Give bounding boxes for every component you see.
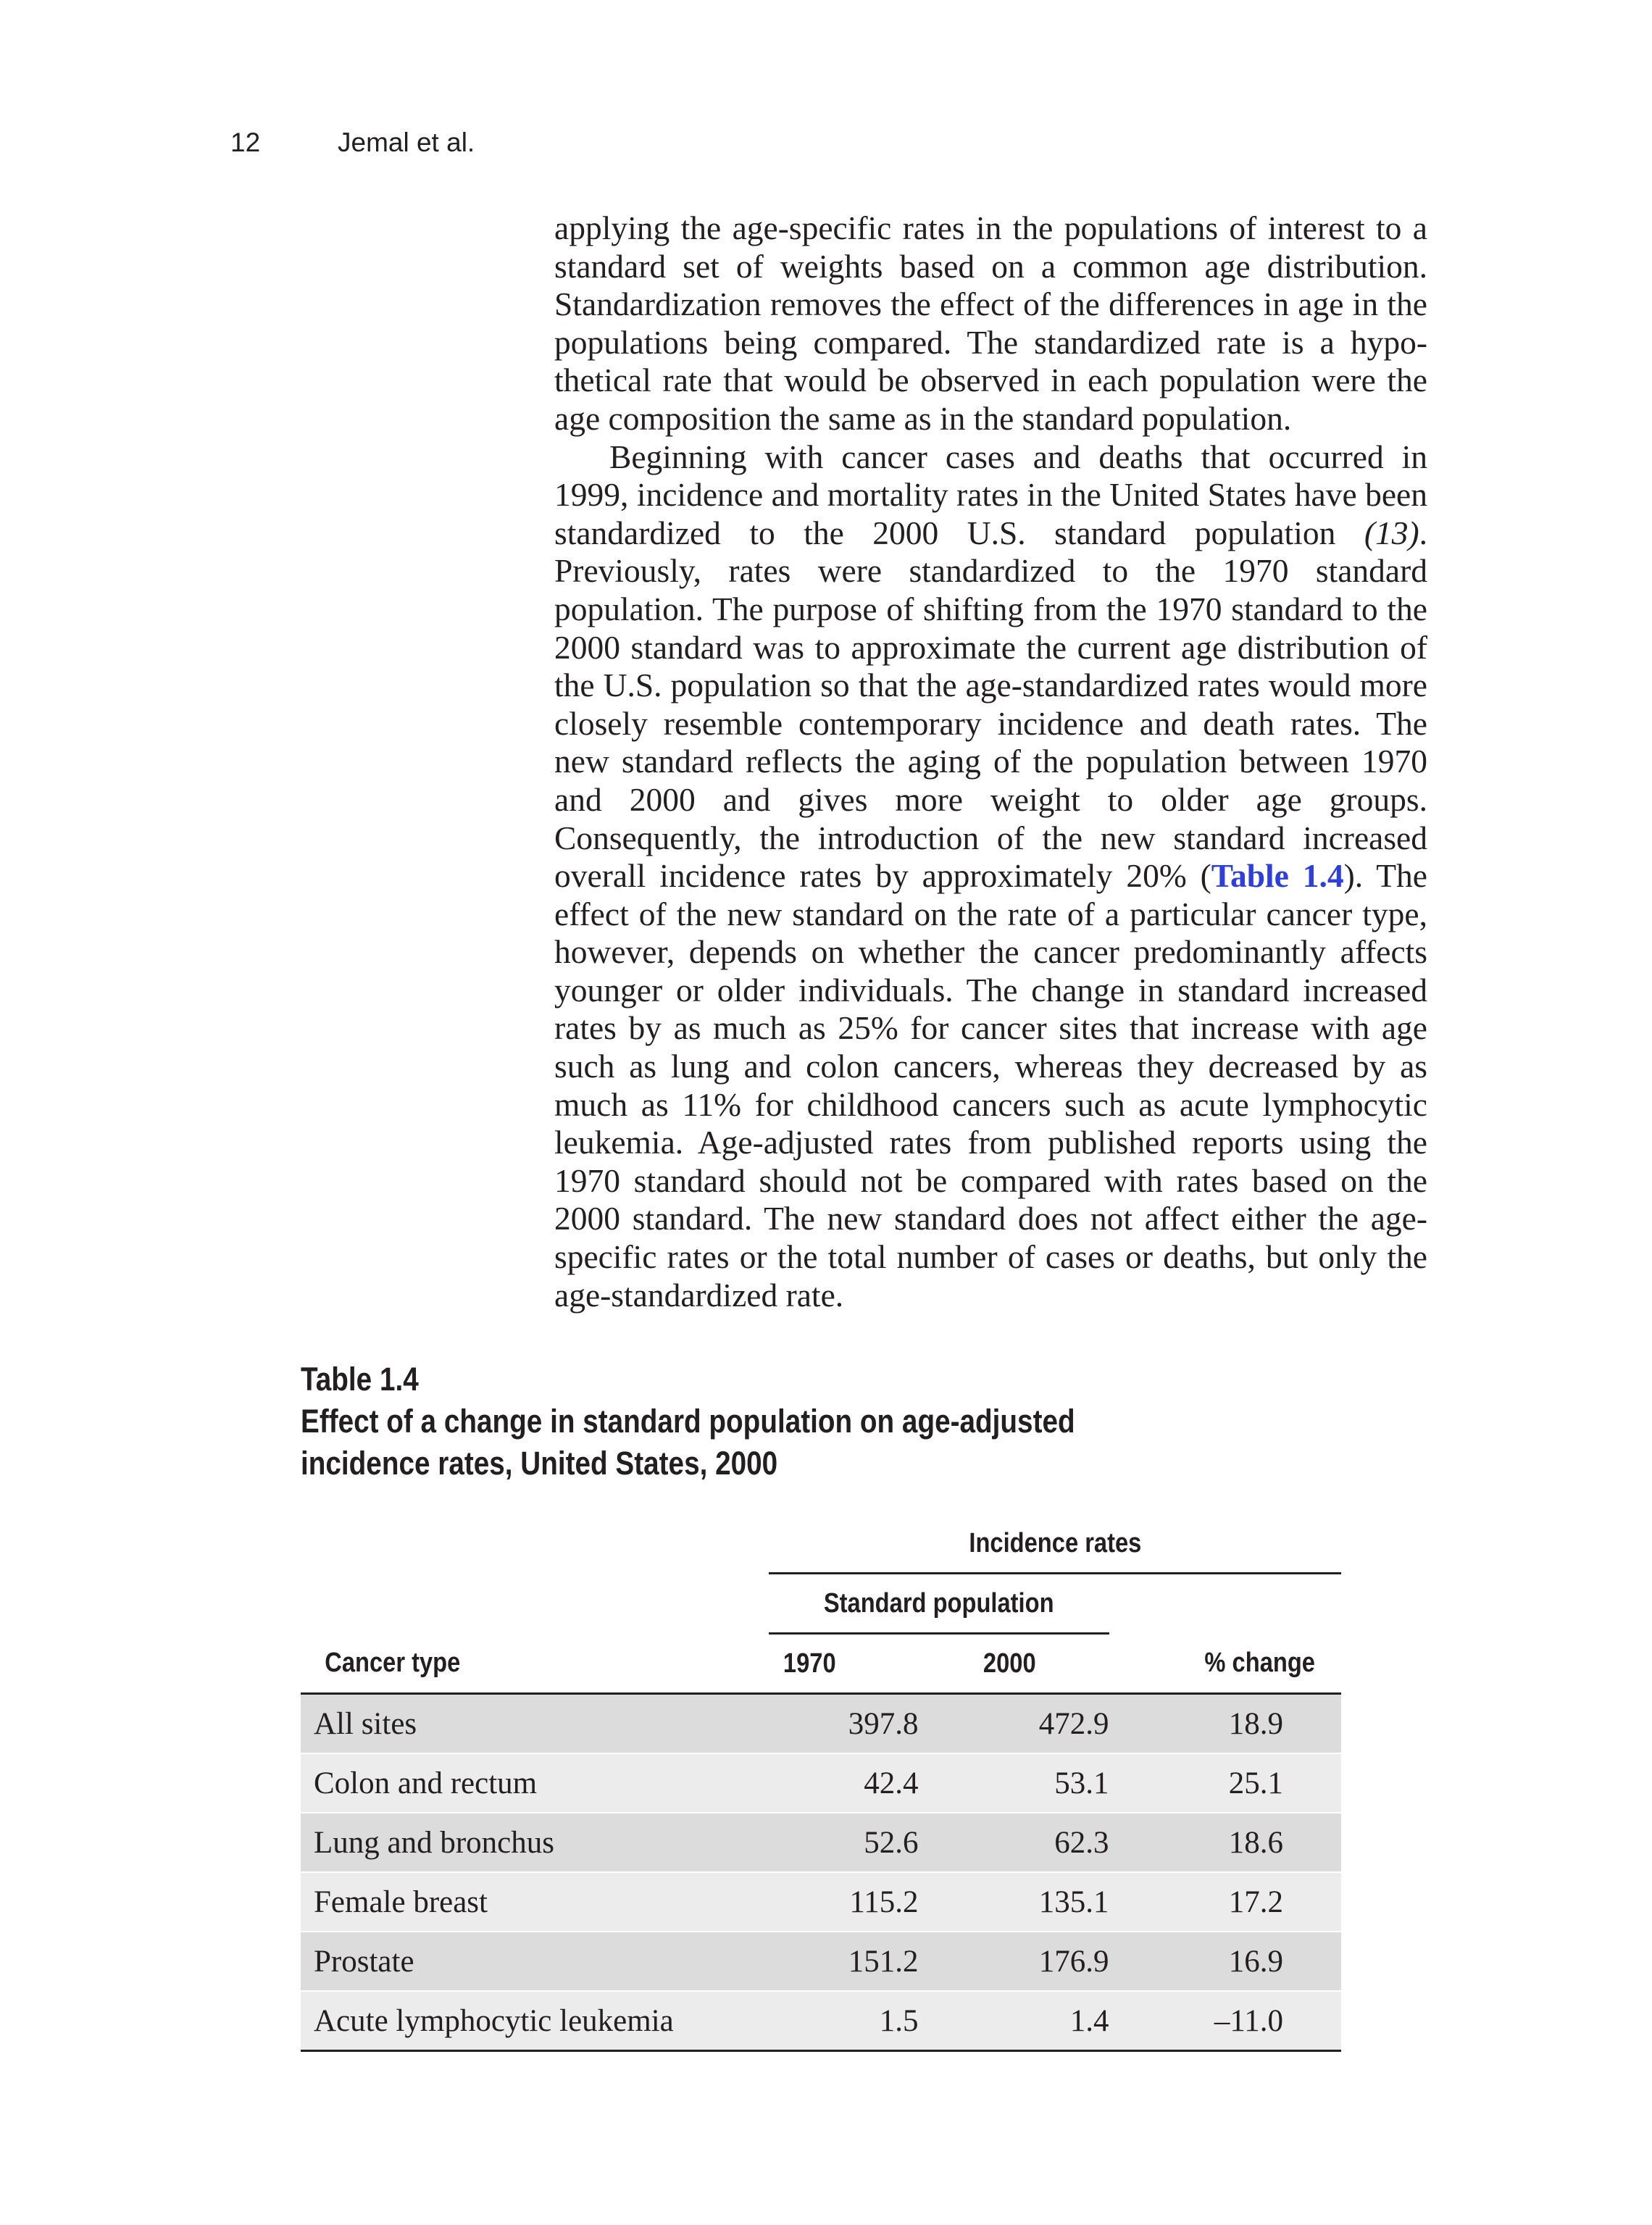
- cell-cancer-type: Female breast: [301, 1872, 769, 1932]
- cell-cancer-type: All sites: [301, 1694, 769, 1754]
- cell-cancer-type: Lung and bronchus: [301, 1813, 769, 1872]
- cell-percent-change: 16.9: [1109, 1932, 1341, 1991]
- cell-cancer-type: Colon and rectum: [301, 1753, 769, 1813]
- header-cancer-type: Cancer type: [301, 1634, 769, 1694]
- table-row: [301, 1694, 1341, 1754]
- citation-13[interactable]: (13): [1364, 514, 1419, 551]
- table-row: [301, 1991, 1341, 2051]
- cell-1970: 52.6: [769, 1813, 918, 1872]
- table-row: [301, 1932, 1341, 1991]
- cell-percent-change: –11.0: [1109, 1991, 1341, 2051]
- header-spacer: [301, 1574, 769, 1634]
- header-1970: 1970: [769, 1634, 918, 1694]
- paragraph-2-part-a: Beginning with cancer cases and deaths that occurred in 1999, incidence and mortality rates in the United States have been standardized to the 2000 U.S. standard population: [554, 438, 1427, 551]
- cell-cancer-type: Acute lymphocytic leukemia: [301, 1991, 769, 2051]
- cell-2000: 62.3: [919, 1813, 1109, 1872]
- header-2000: 2000: [919, 1634, 1109, 1694]
- table-row: [301, 1872, 1341, 1932]
- paragraph-1: applying the age-specific rates in the populations of interest to a standard set of weights based on a common age distribution. Standardization removes the effect of the differences in age in the populations being compared. The standardized rate is a hypothetical rate that would be observed in each population were the age composition the same as in the standard population.: [554, 209, 1427, 437]
- table-header-row-group: [301, 1514, 1341, 1574]
- cell-2000: 176.9: [919, 1932, 1109, 1991]
- cell-percent-change: 17.2: [1109, 1872, 1341, 1932]
- paragraph-2: [554, 438, 1427, 1315]
- header-percent-change: % change: [1109, 1634, 1341, 1694]
- page-number: 12: [230, 128, 261, 157]
- table-1-4-link[interactable]: Table 1.4: [1211, 857, 1344, 895]
- incidence-table: [301, 1514, 1341, 2052]
- body-text: [554, 209, 1427, 1314]
- table-caption: [301, 1358, 1204, 1485]
- paragraph-2-part-c: ). The effect of the new standard on the rate of a particular cancer type, however, depends on whether the cancer predominantly affects younger or older individuals. The change in standard increased rates by as much as 25% for cancer sites that increase with age such as lung and colon cancers, whereas they decreased by as much as 11% for childhood cancers such as acute lymphocytic leukemia. Age-adjusted rates from published reports using the 1970 standard should not be compared with rates based on the 2000 standard. The new standard does not affect either the age-specific rates or the total number of cases or deaths, but only the age-standardized rate.: [554, 857, 1427, 1314]
- table-row: [301, 1753, 1341, 1813]
- cell-1970: 397.8: [769, 1694, 918, 1754]
- table-label: Table 1.4: [301, 1361, 419, 1398]
- cell-percent-change: 18.6: [1109, 1813, 1341, 1872]
- header-standard-population: Standard population: [769, 1574, 1109, 1634]
- cell-cancer-type: Prostate: [301, 1932, 769, 1991]
- cell-percent-change: 18.9: [1109, 1694, 1341, 1754]
- cell-2000: 53.1: [919, 1753, 1109, 1813]
- cell-1970: 1.5: [769, 1991, 918, 2051]
- cell-1970: 151.2: [769, 1932, 918, 1991]
- running-head-authors: Jemal et al.: [338, 128, 475, 157]
- header-spacer: [1109, 1574, 1341, 1634]
- cell-percent-change: 25.1: [1109, 1753, 1341, 1813]
- table-title: Effect of a change in standard population on age-adjusted incidence rates, United States, 2000: [301, 1403, 1075, 1482]
- cell-2000: 472.9: [919, 1694, 1109, 1754]
- cell-2000: 1.4: [919, 1991, 1109, 2051]
- table-header-row-subgroup: [301, 1574, 1341, 1634]
- table-header-row-columns: [301, 1634, 1341, 1694]
- paragraph-2-part-b: . Previously, rates were standardized to the 1970 standard population. The purpose of shifting from the 1970 standard to the 2000 standard was to approximate the current age distribution of the U.S. population so that the age-standardized rates would more closely resemble contemporary incidence and death rates. The new standard reflects the aging of the population between 1970 and 2000 and gives more weight to older age groups. Consequently, the introduction of the new standard increased overall incidence rates by approximately 20% (: [554, 514, 1427, 895]
- cell-1970: 115.2: [769, 1872, 918, 1932]
- header-incidence-rates: Incidence rates: [769, 1514, 1341, 1574]
- cell-2000: 135.1: [919, 1872, 1109, 1932]
- cell-1970: 42.4: [769, 1753, 918, 1813]
- table-row: [301, 1813, 1341, 1872]
- header-spacer: [301, 1514, 769, 1574]
